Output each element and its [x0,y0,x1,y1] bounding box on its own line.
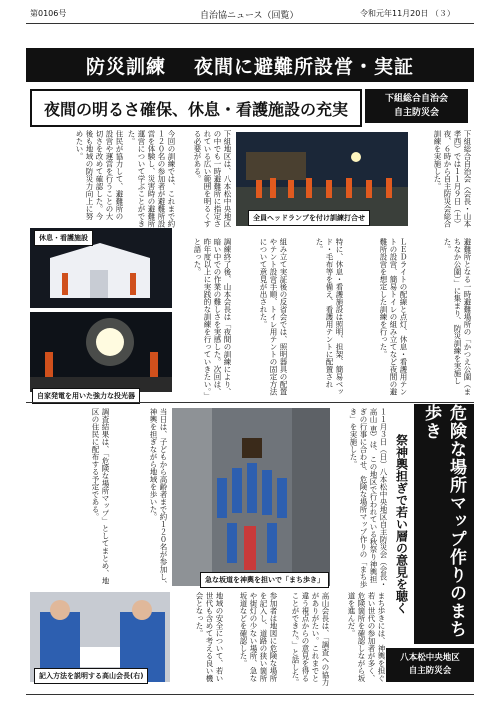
issue-date: 令和元年11月20日 （３） [360,9,455,18]
article2-col2: まち歩きには、神輿を担ぐ若い世代の参加者が多く、危険箇所を確認しながら坂道を進んだ。 [347,592,386,682]
article1-col9: 住民が協力して、避難所の設営や運営を行うことの大切さを改めて確認した。今後も地域の防災力向上に努めたい。 [75,130,124,220]
article1-col3: ＬＥＤライトの配線と点灯、休息・看護用テントの設営、簡易トイレの組み立てなど夜間の避難所設営を想定した訓練を行った。 [379,238,408,396]
banner-left: 防災訓練 [85,55,166,78]
header-rule [26,23,474,24]
issue-number: 第0106号 [30,9,67,18]
article1-col7: 下組地区は、八本松中央地区の中でも一時避難所に指定されている広い範囲を明るくする必要がある。 [193,130,232,228]
photo-mikoshi-graphic [172,408,330,586]
article-subhead: 夜間の明るさ確保、休息・看護施設の充実 [30,89,362,127]
article2-headline-2: 祭神輿担ぎで若い層の意見を聴く [390,404,414,644]
article2-col7: 地域の安全について、若い世代も含めて考える良い機会となった。 [195,592,224,682]
photo-mikoshi [172,408,330,586]
article2-headline-1: 危険な場所マップ作りのまち歩き [414,404,474,644]
footer-rule [26,694,474,695]
caption-floodlight: 自家発電を用いた強力な投光器 [32,388,140,404]
article2-col4: 参加者は地図に危険な場所を記入し、道路の狭い箇所や街灯の少ない場所、急な坂道などを確認した。 [239,592,278,682]
article1-col4: 特に、休息・看護施設は照明、担架、簡易ベッド・毛布等を備え、看護用テントに配置された。 [315,238,344,396]
newsletter-title: 自治協ニュース（回覧） [200,11,299,21]
article2-col5: 当日は、子どもから高齢者まで約１２０名が参加し、神輿を担ぎながら地域を歩いた。 [149,408,168,588]
caption-mikoshi: 急な坂道を神輿を担いで「まち歩き」 [200,572,329,588]
caption-rest: 休息・看護施設 [34,230,93,246]
section-divider [26,402,474,403]
article2-col1: １１月３日（日）八本松中央地区自主防災会（会長・高山 恵）は、この地区で行われている秋祭り神輿担ぎの行事に合わせ、危険な場所マップ作りの「まち歩き」を実施した。 [349,408,388,588]
article1-col8: 今回の訓練では、これまで約１２０名の参加者が避難所設営を体験し、災害時の避難所運営について学ぶことができた。 [127,130,176,228]
photo-floodlight-graphic [30,312,172,392]
photo-floodlight [30,312,172,392]
article1-col5: 組み立て実証後の反省会では、照明器具の配置やテント設営手順、トイレ用テントの固定方法について意見が出された。 [259,238,288,396]
main-banner [26,48,474,82]
article2-col3: 高山会長は、「調査への協力がありがたい。これまでと違う視点からの意見を得ることができた。」と話した。 [291,592,330,686]
org-label-2: 八本松中央地区 自主防災会 [386,648,474,682]
caption-explain: 記入方法を説明する高山会長(右) [34,668,148,684]
banner-right: 夜間に避難所設営・実証 [194,55,415,78]
org-label-1: 下組総合自治会 自主防災会 [365,89,468,123]
article1-col1: 下組総合自治会（会長・山本孝西）では１１月９日（土）夜、６時から自主防災会総合訓練を実施した。 [433,130,472,228]
article1-col6: 調練終了後、山本会長は「夜間の訓練により、暗い中での作業の難しさを実感した。次回は、昨年度以上に実践的な訓練を行っていきたい。」と語った。 [193,238,232,396]
article2-col6: 調査結果は、「危険な場所マップ」としてまとめ、地区の住民に配布する予定である。 [91,408,110,585]
caption-headlamp: 全員ヘッドランプを付け訓練打合せ [248,210,370,226]
article1-col2: 避難所となる一時避難場所の「かつえ公園（まちなか公園）」に集まり、防災訓練を実施した。 [443,238,472,396]
